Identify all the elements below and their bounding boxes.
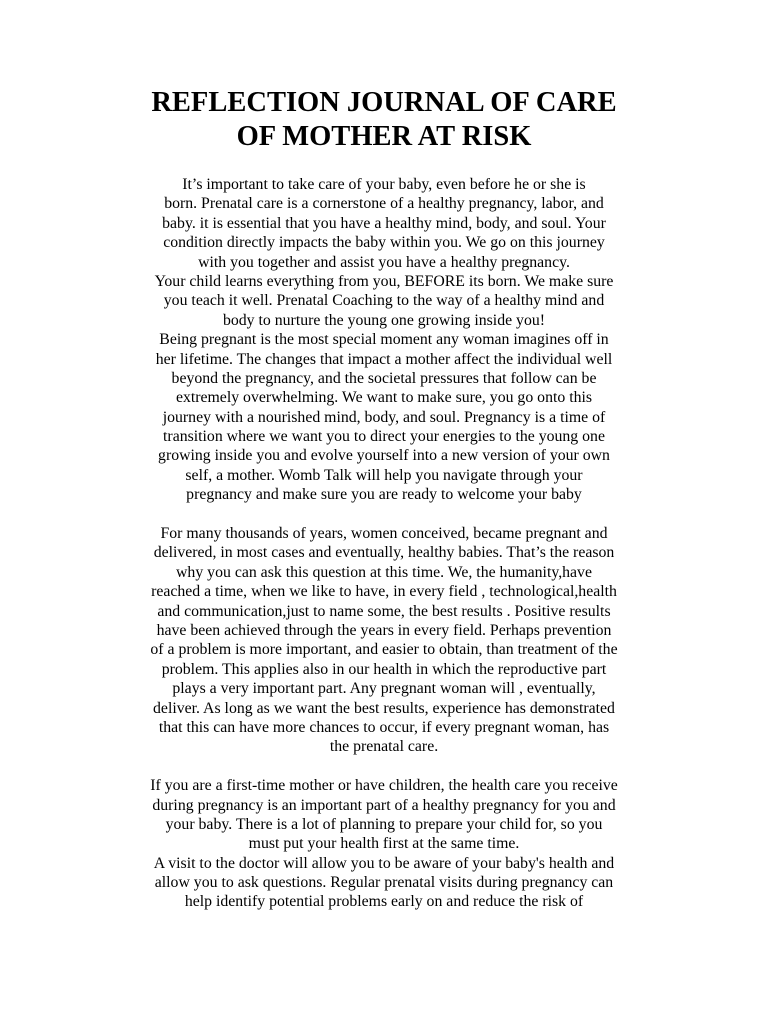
title-line-2: OF MOTHER AT RISK — [236, 121, 532, 152]
text-line: baby. it is essential that you have a healthy mind, body, and soul. Your — [162, 214, 606, 232]
text-line: why you can ask this question at this time. We, the humanity,have — [176, 563, 592, 581]
text-line: your baby. There is a lot of planning to prepare your child for, so you — [165, 815, 603, 833]
paragraph-intro — [84, 175, 684, 272]
text-line: Your child learns everything from you, BEFORE its born. We make sure — [154, 272, 614, 290]
paragraph-first-time-mother — [84, 776, 684, 854]
text-line: beyond the pregnancy, and the societal pressures that follow can be — [171, 369, 597, 387]
paragraph-doctor-visit — [84, 854, 684, 912]
text-line: allow you to ask questions. Regular prenatal visits during pregnancy can — [154, 874, 614, 892]
text-line: transition where we want you to direct your energies to the young one — [163, 428, 605, 446]
text-line: you teach it well. Prenatal Coaching to the way of a healthy mind and — [163, 292, 605, 310]
text-line: reached a time, when we like to have, in every field , technological,health — [151, 583, 617, 601]
text-line: her lifetime. The changes that impact a mother affect the individual well — [155, 350, 613, 368]
text-line: and communication,just to name some, the best results . Positive results — [157, 602, 611, 620]
paragraph-child-learns — [84, 272, 684, 330]
text-line: with you together and assist you have a healthy pregnancy. — [198, 253, 570, 271]
document-body — [84, 175, 684, 912]
text-line: help identify potential problems early on and reduce the risk of — [184, 893, 584, 911]
document-title — [60, 86, 708, 154]
text-line: extremely overwhelming. We want to make sure, you go onto this — [175, 389, 593, 407]
text-line: problem. This applies also in our health in which the reproductive part — [161, 660, 607, 678]
title-line-1: REFLECTION JOURNAL OF CARE — [151, 87, 617, 118]
text-line: condition directly impacts the baby within you. We go on this journey — [163, 234, 605, 252]
text-line: Being pregnant is the most special moment any woman imagines off in — [159, 331, 609, 349]
text-line: A visit to the doctor will allow you to be aware of your baby's health and — [153, 854, 615, 872]
text-line: the prenatal care. — [329, 738, 439, 756]
text-line: deliver. As long as we want the best results, experience has demonstrated — [153, 699, 615, 717]
text-line: If you are a first-time mother or have children, the health care you receive — [150, 777, 618, 795]
paragraph-gap — [84, 757, 684, 776]
text-line: must put your health first at the same time. — [248, 835, 520, 853]
text-line: For many thousands of years, women conceived, became pregnant and — [160, 525, 608, 543]
text-line: self, a mother. Womb Talk will help you navigate through your — [185, 466, 583, 484]
text-line: growing inside you and evolve yourself into a new version of your own — [158, 447, 610, 465]
paragraph-gap — [84, 505, 684, 524]
text-line: plays a very important part. Any pregnant woman will , eventually, — [172, 680, 596, 698]
text-line: It’s important to take care of your baby, even before he or she is — [182, 176, 586, 193]
text-line: journey with a nourished mind, body, and soul. Pregnancy is a time of — [162, 408, 606, 426]
text-line: pregnancy and make sure you are ready to welcome your baby — [186, 486, 582, 504]
text-line: that this can have more chances to occur, if every pregnant woman, has — [158, 718, 610, 736]
text-line: of a problem is more important, and easier to obtain, than treatment of the — [150, 641, 618, 659]
paragraph-thousands-of-years — [84, 524, 684, 757]
paragraph-being-pregnant — [84, 330, 684, 505]
text-line: delivered, in most cases and eventually, healthy babies. That’s the reason — [153, 544, 615, 562]
text-line: body to nurture the young one growing inside you! — [222, 311, 546, 329]
text-line: have been achieved through the years in every field. Perhaps prevention — [156, 621, 612, 639]
text-line: during pregnancy is an important part of a healthy pregnancy for you and — [152, 796, 616, 814]
text-line: born. Prenatal care is a cornerstone of a healthy pregnancy, labor, and — [164, 195, 604, 213]
